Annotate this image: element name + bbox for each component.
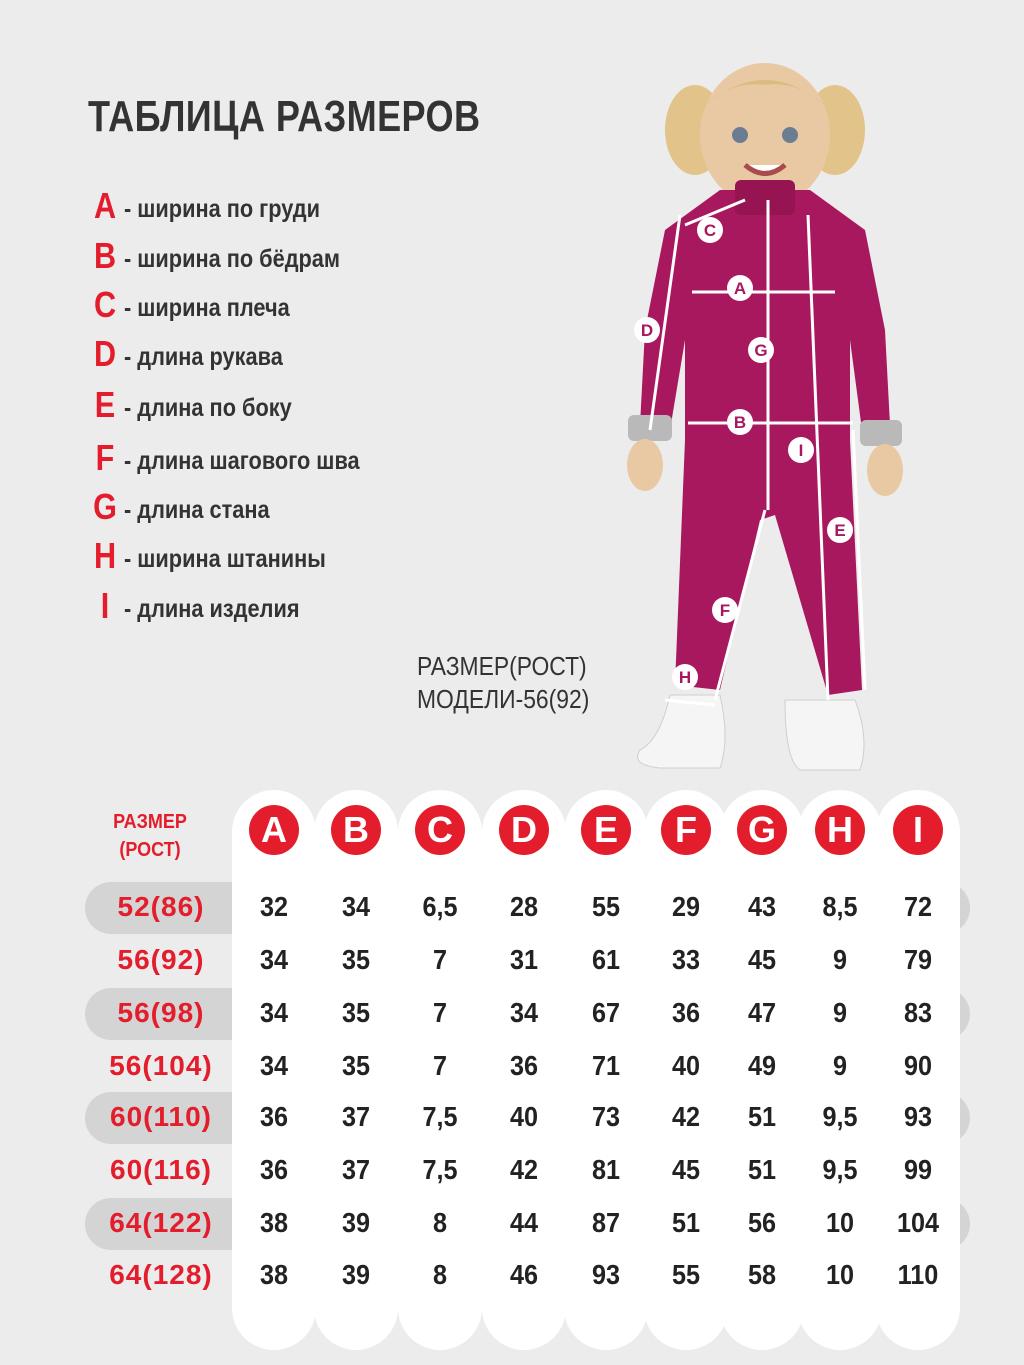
table-cell: 35: [341, 944, 371, 975]
svg-text:F: F: [719, 601, 731, 620]
column-header: C: [415, 805, 465, 855]
table-cell: 39: [341, 1259, 371, 1290]
table-cell: 7,5: [422, 1154, 458, 1185]
table-cell: 39: [341, 1207, 371, 1238]
table-cell: 83: [903, 997, 933, 1028]
table-cell: 9: [832, 997, 848, 1028]
size-cell: 56(92): [117, 944, 205, 975]
size-cell: 60(110): [110, 1101, 212, 1132]
table-cell: 40: [509, 1101, 539, 1132]
legend-letter: I: [100, 585, 110, 626]
svg-text:E: E: [834, 521, 846, 540]
table-cell: 93: [903, 1101, 933, 1132]
column-header: B: [331, 805, 381, 855]
size-cell: 60(116): [110, 1154, 212, 1185]
size-cell: 64(122): [109, 1207, 213, 1238]
eye-right: [782, 127, 798, 143]
legend-description: - ширина штанины: [124, 545, 326, 573]
size-cell: 52(86): [117, 891, 205, 922]
table-cell: 90: [903, 1050, 933, 1081]
table-cell: 46: [509, 1259, 539, 1290]
legend-letter: E: [94, 384, 116, 425]
legend-letter: B: [93, 235, 117, 276]
table-cell: 45: [747, 944, 777, 975]
table-cell: 44: [509, 1207, 539, 1238]
table-cell: 34: [341, 891, 371, 922]
size-cell: 56(98): [117, 997, 205, 1028]
page-title: ТАБЛИЦА РАЗМЕРОВ: [88, 92, 481, 141]
table-cell: 67: [591, 997, 621, 1028]
legend-description: - длина шагового шва: [124, 447, 360, 475]
table-cell: 31: [509, 944, 539, 975]
size-column-header: [105, 808, 195, 864]
table-cell: 9,5: [822, 1101, 858, 1132]
legend-description: - ширина по груди: [124, 195, 320, 223]
table-cell: 8,5: [822, 891, 858, 922]
legend-description: - длина по боку: [124, 394, 292, 422]
table-cell: 7: [432, 997, 448, 1028]
legend-letter: A: [93, 185, 117, 226]
table-cell: 40: [671, 1050, 701, 1081]
column-header: H: [815, 805, 865, 855]
table-cell: 87: [591, 1207, 621, 1238]
table-cell: 42: [671, 1101, 701, 1132]
table-cell: 7,5: [422, 1101, 458, 1132]
column-header: G: [737, 805, 787, 855]
smile: [745, 165, 785, 174]
hand-left: [627, 439, 663, 491]
table-cell: 9,5: [822, 1154, 858, 1185]
column-header: I: [893, 805, 943, 855]
column-header: F: [661, 805, 711, 855]
column-header: D: [499, 805, 549, 855]
legend-description: - длина рукава: [124, 343, 283, 371]
cuff-right: [860, 420, 902, 446]
table-cell: 110: [897, 1259, 939, 1290]
table-cell: 34: [259, 1050, 289, 1081]
legend-letter: H: [93, 535, 117, 576]
hand-right: [867, 444, 903, 496]
size-cell: 64(128): [109, 1259, 213, 1290]
eye-left: [732, 127, 748, 143]
table-cell: 10: [825, 1207, 855, 1238]
svg-text:D: D: [640, 321, 654, 340]
size-cell: 56(104): [109, 1050, 213, 1081]
svg-text:I: I: [798, 441, 804, 460]
table-cell: 29: [671, 891, 701, 922]
table-cell: 9: [832, 1050, 848, 1081]
legend-letter: C: [93, 284, 117, 325]
table-cell: 36: [259, 1154, 289, 1185]
table-cell: 51: [747, 1154, 777, 1185]
table-cell: 55: [591, 891, 621, 922]
table-cell: 55: [671, 1259, 701, 1290]
table-cell: 10: [825, 1259, 855, 1290]
table-cell: 35: [341, 1050, 371, 1081]
table-cell: 35: [341, 997, 371, 1028]
table-cell: 45: [671, 1154, 701, 1185]
table-cell: 6,5: [422, 891, 458, 922]
table-cell: 81: [591, 1154, 621, 1185]
legend-letter: G: [93, 486, 117, 527]
legend-description: - длина изделия: [124, 595, 300, 623]
table-cell: 9: [832, 944, 848, 975]
table-cell: 37: [341, 1101, 371, 1132]
table-cell: 43: [747, 891, 777, 922]
size-header-line2: (РОСТ): [119, 839, 181, 861]
shoe-right: [785, 700, 864, 770]
table-cell: 36: [259, 1101, 289, 1132]
table-cell: 93: [591, 1259, 621, 1290]
table-cell: 51: [671, 1207, 701, 1238]
table-cell: 34: [259, 997, 289, 1028]
table-cell: 33: [671, 944, 701, 975]
table-cell: 104: [896, 1207, 940, 1238]
table-cell: 37: [341, 1154, 371, 1185]
model-size-note: [417, 650, 589, 716]
table-cell: 36: [671, 997, 701, 1028]
legend-letter: D: [93, 333, 117, 374]
table-cell: 32: [259, 891, 289, 922]
table-cell: 8: [432, 1207, 448, 1238]
table-cell: 49: [747, 1050, 777, 1081]
table-cell: 34: [509, 997, 539, 1028]
table-cell: 72: [903, 891, 933, 922]
legend-letter: F: [95, 437, 115, 478]
table-cell: 61: [591, 944, 621, 975]
model-size-line2: МОДЕЛИ-56(92): [417, 684, 590, 714]
legend-description: - ширина плеча: [124, 294, 290, 322]
table-cell: 58: [747, 1259, 777, 1290]
legend-description: - длина стана: [124, 496, 270, 524]
table-cell: 36: [509, 1050, 539, 1081]
collar: [735, 180, 795, 215]
table-cell: 99: [903, 1154, 933, 1185]
table-cell: 38: [259, 1259, 289, 1290]
model-photo: [600, 40, 930, 780]
table-cell: 42: [509, 1154, 539, 1185]
svg-text:C: C: [703, 221, 717, 240]
table-cell: 71: [591, 1050, 621, 1081]
svg-text:B: B: [733, 413, 747, 432]
column-header: A: [249, 805, 299, 855]
column-header: E: [581, 805, 631, 855]
table-cell: 47: [747, 997, 777, 1028]
table-cell: 34: [259, 944, 289, 975]
table-cell: 51: [747, 1101, 777, 1132]
svg-text:G: G: [754, 341, 768, 360]
table-cell: 79: [903, 944, 933, 975]
size-header-line1: РАЗМЕР: [113, 811, 187, 833]
table-cell: 56: [747, 1207, 777, 1238]
table-cell: 7: [432, 944, 448, 975]
svg-text:H: H: [678, 668, 692, 687]
svg-text:A: A: [733, 279, 747, 298]
legend-description: - ширина по бёдрам: [124, 245, 341, 273]
model-size-line1: РАЗМЕР(РОСТ): [417, 651, 587, 681]
table-cell: 8: [432, 1259, 448, 1290]
table-cell: 28: [509, 891, 539, 922]
table-cell: 38: [259, 1207, 289, 1238]
table-cell: 73: [591, 1101, 621, 1132]
table-cell: 7: [432, 1050, 448, 1081]
